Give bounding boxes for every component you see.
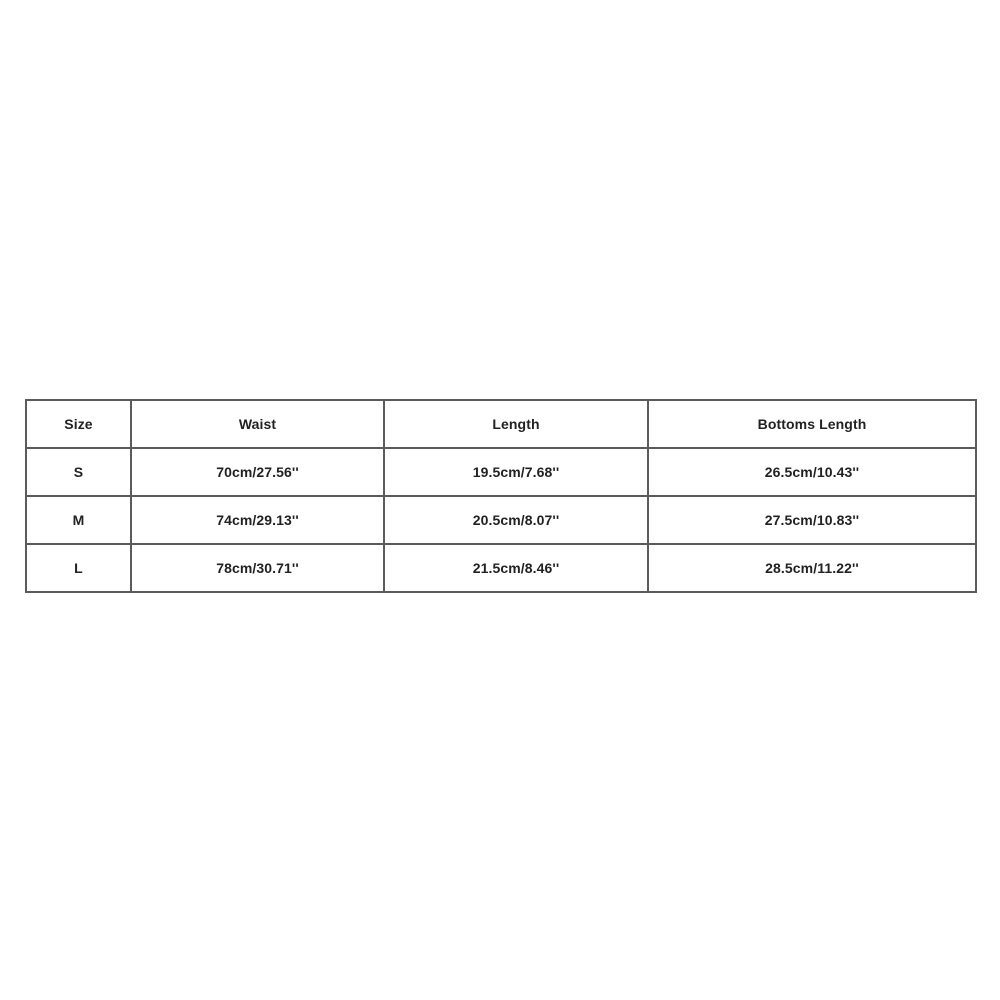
cell-bottoms-length: 27.5cm/10.83'' [648, 496, 976, 544]
table-row [26, 496, 976, 544]
header-waist: Waist [131, 400, 384, 448]
cell-size: L [26, 544, 131, 592]
cell-waist: 78cm/30.71'' [131, 544, 384, 592]
cell-length: 21.5cm/8.46'' [384, 544, 648, 592]
cell-size: M [26, 496, 131, 544]
header-length: Length [384, 400, 648, 448]
cell-waist: 70cm/27.56'' [131, 448, 384, 496]
header-size: Size [26, 400, 131, 448]
cell-bottoms-length: 28.5cm/11.22'' [648, 544, 976, 592]
header-bottoms-length: Bottoms Length [648, 400, 976, 448]
table-row [26, 448, 976, 496]
table-row [26, 544, 976, 592]
size-chart-table [25, 399, 977, 593]
table-header-row [26, 400, 976, 448]
cell-length: 20.5cm/8.07'' [384, 496, 648, 544]
cell-length: 19.5cm/7.68'' [384, 448, 648, 496]
cell-bottoms-length: 26.5cm/10.43'' [648, 448, 976, 496]
cell-waist: 74cm/29.13'' [131, 496, 384, 544]
cell-size: S [26, 448, 131, 496]
